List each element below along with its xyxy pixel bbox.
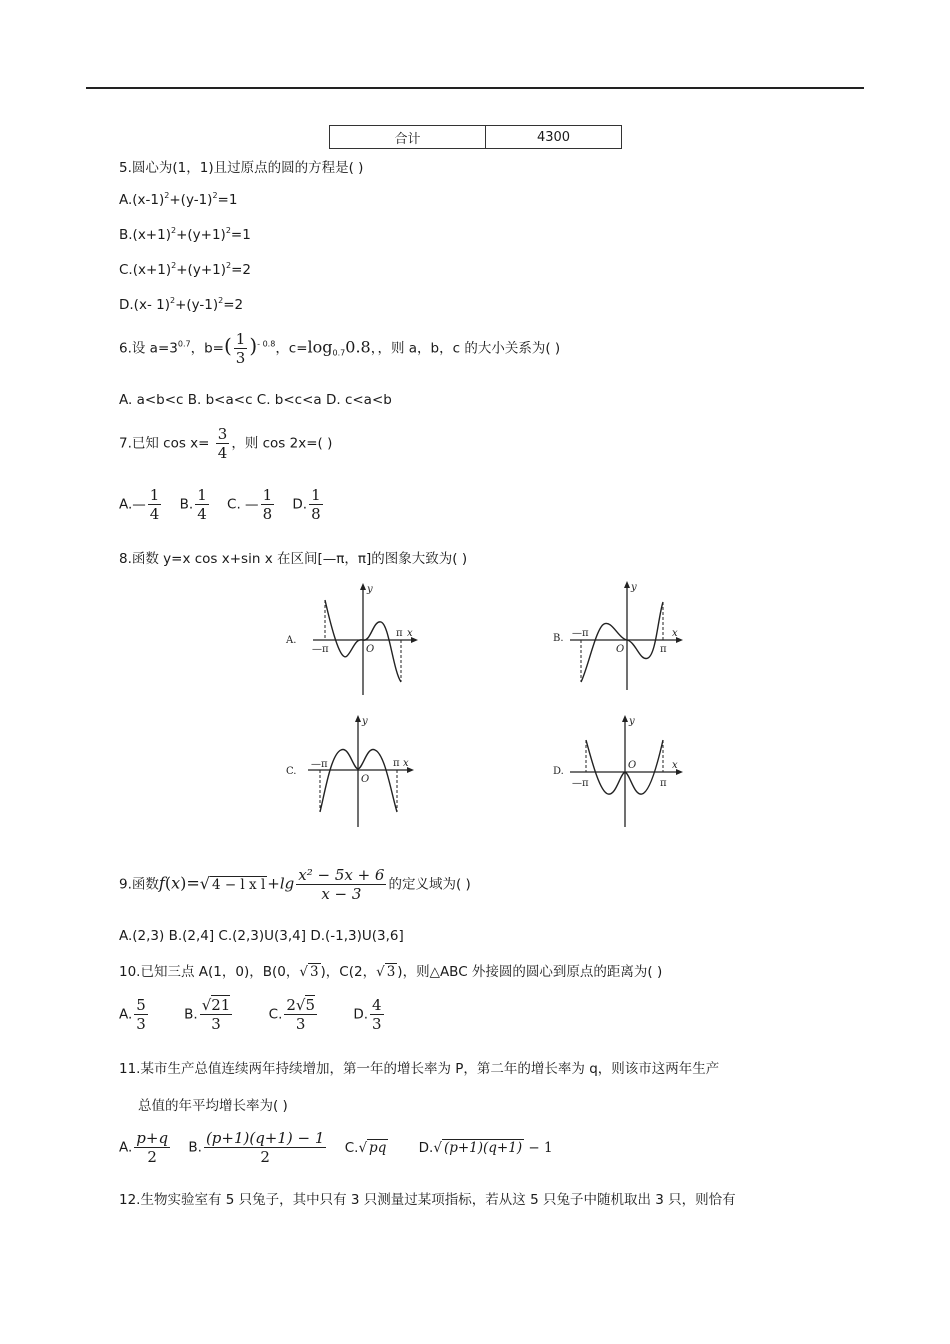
svg-text:y: y <box>362 716 368 727</box>
table-cell-value: 4300 <box>486 126 622 149</box>
svg-text:—π: —π <box>312 644 329 655</box>
table-row <box>330 126 622 149</box>
q7-stem: 7.已知 cos x= $\frac{3}{4}$ ，则 cos 2x=( ) <box>119 425 333 462</box>
q7-options: A.— $\frac{1}{4}$ B. $\frac{1}{4}$ C. — $\frac{1}{8}$ D. $\frac{1}{8}$ <box>119 486 321 523</box>
graph-label-d: D. <box>553 766 564 777</box>
svg-text:x: x <box>672 628 678 639</box>
q10-options: A. $\frac{5}{3}$ B. $\frac{√21}{3}$ C. $\frac{2√5}{3}$ D. $\frac{4}{3}$ <box>119 996 382 1033</box>
svg-text:y: y <box>367 584 373 595</box>
svg-text:O: O <box>361 774 370 785</box>
svg-text:π: π <box>660 644 667 655</box>
q10-stem: 10.已知三点 A(1，0)，B(0，√ 3 )，C(2，√ 3 )，则△ABC 外接圆的圆心到原点的距离为( ) <box>119 964 663 980</box>
q8-graph-d <box>550 712 690 832</box>
svg-text:O: O <box>616 644 625 655</box>
q6-options: A. a<b<c B. b<a<c C. b<c<a D. c<a<b <box>119 392 392 408</box>
q6-stem: 6.设 $a=3^{0.7}$，b=( $\frac{1}{3}$ )$^{- 0.8}$，$c=\log_{0.7}0.8$，，则 a，b，c 的大小关系为( ) <box>119 330 561 367</box>
svg-text:—π: —π <box>572 628 589 639</box>
q5-option-a: $A.(x-1)^2+(y-1)^2=1$ <box>119 191 238 208</box>
q9-stem: 9.函数f(x)=√ 4 − l x l +lg $\frac{\text{x² − 5x + 6}}{x - 3}$ 的定义域为( ) <box>119 866 471 903</box>
svg-text:x: x <box>407 628 413 639</box>
svg-text:π: π <box>393 758 400 769</box>
svg-text:x: x <box>403 758 409 769</box>
svg-text:y: y <box>631 582 637 593</box>
svg-text:x: x <box>672 760 678 771</box>
header-rule <box>86 87 864 89</box>
q11-stem-line1: 11.某市生产总值连续两年持续增加，第一年的增长率为 P，第二年的增长率为 q，则该市这两年生产 <box>119 1061 720 1077</box>
q5-option-c: $C.(x+1)^2+(y+1)^2=2$ <box>119 261 251 278</box>
table-cell-label: 合计 <box>330 126 486 149</box>
q5-option-b: $B.(x+1)^2+(y+1)^2=1$ <box>119 226 251 243</box>
svg-text:—π: —π <box>572 778 589 789</box>
q11-stem-line2: 总值的年平均增长率为( ) <box>138 1098 288 1114</box>
q8-graph-a <box>283 580 423 700</box>
svg-text:O: O <box>366 644 375 655</box>
graph-label-a: A. <box>286 635 297 646</box>
graph-label-c: C. <box>286 766 297 777</box>
svg-text:π: π <box>396 628 403 639</box>
q5-option-d: D.(x- $1)^2+(y-1)^2=2$ <box>119 296 244 313</box>
svg-text:—π: —π <box>311 759 328 770</box>
q8-stem: 8.函数 y=x cos x+sin x 在区间[—π，π]的图象大致为( ) <box>119 551 468 567</box>
svg-text:O: O <box>628 760 637 771</box>
graph-label-b: B. <box>553 633 564 644</box>
svg-text:π: π <box>660 778 667 789</box>
q12-stem-line1: 12.生物实验室有 5 只兔子，其中只有 3 只测量过某项指标，若从这 5 只兔子中随机取出 3 只，则恰有 <box>119 1192 736 1208</box>
summary-table <box>329 125 622 149</box>
q9-options: A.(2,3) B.(2,4] C.(2,3)U(3,4] D.(-1,3)U(3,6] <box>119 928 404 944</box>
svg-text:y: y <box>629 716 635 727</box>
q11-options: A. $\frac{p+q}{2}$ B. $\frac{(p+1)(q+1) - 1}{2}$ C.√ pq D.√ (p+1)(q+1) − 1 <box>119 1129 553 1166</box>
q8-graph-c <box>283 712 423 832</box>
q5-stem: 5.圆心为(1，1)且过原点的圆的方程是( ) <box>119 160 364 176</box>
q8-graph-b <box>550 578 690 698</box>
